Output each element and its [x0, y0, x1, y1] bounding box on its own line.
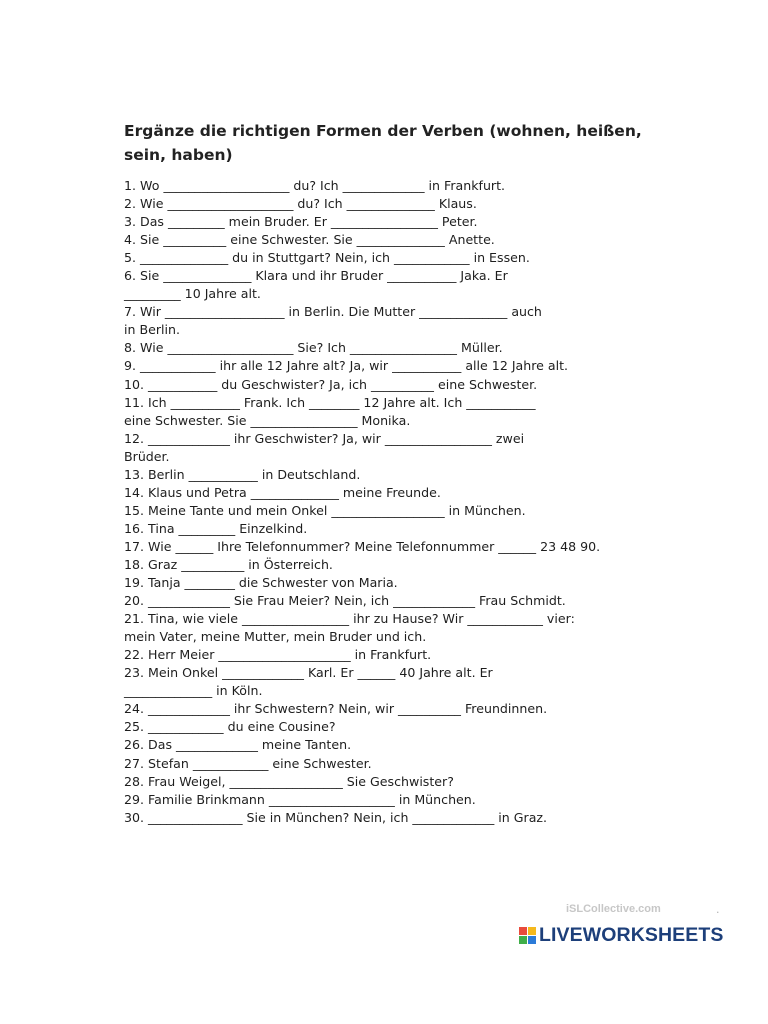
exercise-line: 2. Wie ____________________ du? Ich ______________ Klaus.	[124, 196, 477, 212]
exercise-line: 29. Familie Brinkmann ____________________ in München.	[124, 791, 476, 807]
exercise-line: 22. Herr Meier _____________________ in Frankfurt.	[124, 647, 432, 663]
exercise-line: 10. ___________ du Geschwister? Ja, ich __________ eine Schwester.	[124, 376, 538, 392]
exercise-line: 15. Meine Tante und mein Onkel __________________ in München.	[124, 502, 526, 518]
exercise-line: eine Schwester. Sie _________________ Monika.	[124, 412, 411, 428]
exercise-line: 23. Mein Onkel _____________ Karl. Er ______ 40 Jahre alt. Er	[124, 665, 493, 681]
exercise-line: 26. Das _____________ meine Tanten.	[124, 737, 352, 753]
exercise-line: 6. Sie ______________ Klara und ihr Bruder ___________ Jaka. Er	[124, 268, 508, 284]
liveworksheets-logo-text: LIVEWORKSHEETS	[539, 924, 724, 946]
exercise-line: 1. Wo ____________________ du? Ich _____________ in Frankfurt.	[124, 178, 506, 193]
logo-square	[528, 936, 536, 944]
exercise-line: 12. _____________ ihr Geschwister? Ja, wir _________________ zwei	[124, 430, 525, 446]
watermark-dot: .	[716, 903, 720, 916]
exercise-line: 21. Tina, wie viele _________________ ihr zu Hause? Wir ____________ vier:	[124, 611, 575, 627]
exercise-line: 28. Frau Weigel, __________________ Sie Geschwister?	[124, 773, 454, 789]
exercise-line: 14. Klaus und Petra ______________ meine Freunde.	[124, 484, 441, 500]
exercise-line: 8. Wie ____________________ Sie? Ich _________________ Müller.	[124, 340, 503, 356]
exercise-line: mein Vater, meine Mutter, mein Bruder und ich.	[124, 629, 427, 645]
liveworksheets-logo[interactable]	[519, 924, 724, 947]
exercise-line: _________ 10 Jahre alt.	[124, 286, 261, 302]
exercise-line: 4. Sie __________ eine Schwester. Sie ______________ Anette.	[124, 232, 495, 248]
exercise-line: 17. Wie ______ Ihre Telefonnummer? Meine Telefonnummer ______ 23 48 90.	[124, 538, 601, 554]
exercise-line: 18. Graz __________ in Österreich.	[124, 556, 333, 572]
exercise-line: 24. _____________ ihr Schwestern? Nein, wir __________ Freundinnen.	[124, 701, 548, 717]
exercise-line: in Berlin.	[124, 322, 181, 338]
exercise-line: 30. _______________ Sie in München? Nein, ich _____________ in Graz.	[124, 809, 548, 825]
exercise-line: 19. Tanja ________ die Schwester von Maria.	[124, 575, 398, 591]
exercise-line: 27. Stefan ____________ eine Schwester.	[124, 755, 372, 771]
logo-square	[519, 927, 527, 935]
liveworksheets-grid-icon	[519, 927, 537, 945]
exercise-line: 5. ______________ du in Stuttgart? Nein, ich ____________ in Essen.	[124, 250, 530, 266]
exercise-line: 20. _____________ Sie Frau Meier? Nein, ich _____________ Frau Schmidt.	[124, 593, 566, 609]
islcollective-watermark: iSLCollective.com	[566, 903, 661, 915]
exercise-line: 16. Tina _________ Einzelkind.	[124, 520, 308, 536]
exercise-line: ______________ in Köln.	[124, 683, 263, 699]
logo-square	[519, 936, 527, 944]
exercise-line: 3. Das _________ mein Bruder. Er _________________ Peter.	[124, 214, 478, 230]
logo-square	[528, 927, 536, 935]
exercise-line: 7. Wir ___________________ in Berlin. Die Mutter ______________ auch	[124, 304, 542, 320]
exercise-list	[124, 177, 664, 827]
exercise-line: 9. ____________ ihr alle 12 Jahre alt? Ja, wir ___________ alle 12 Jahre alt.	[124, 358, 569, 374]
exercise-line: 25. ____________ du eine Cousine?	[124, 719, 336, 735]
exercise-line: 13. Berlin ___________ in Deutschland.	[124, 466, 361, 482]
exercise-line: 11. Ich ___________ Frank. Ich ________ 12 Jahre alt. Ich ___________	[124, 394, 536, 410]
worksheet-title: Ergänze die richtigen Formen der Verben (wohnen, heißen, sein, haben)	[124, 122, 642, 164]
exercise-line: Brüder.	[124, 448, 170, 464]
